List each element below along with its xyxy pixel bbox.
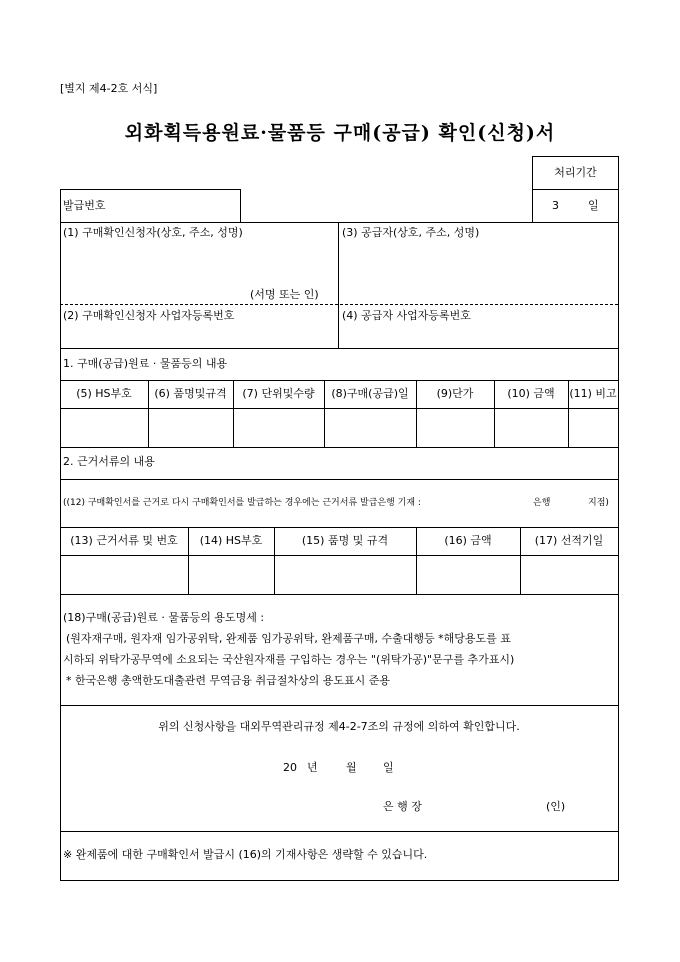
row-line (60, 408, 619, 409)
applicant-label: (1) 구매확인신청자(상호, 주소, 성명) (63, 226, 243, 239)
processing-days-unit: 일 (588, 199, 599, 212)
applicant-signature: (서명 또는 인) (250, 288, 319, 301)
row-line (60, 555, 619, 556)
col-basis-doc: (13) 근거서류 및 번호 (70, 534, 178, 547)
supplier-label: (3) 공급자(상호, 주소, 성명) (342, 226, 480, 239)
usage-line-1: (원자재구매, 원자재 임가공위탁, 완제품 임가공위탁, 완제품구매, 수출대행등 *해당용도를 표 (66, 632, 511, 645)
applicant-supplier-divider (338, 222, 339, 348)
seal-mark: (인) (546, 800, 566, 813)
date-month-unit: 월 (346, 761, 357, 774)
form-title: 외화획득용원료·물품등 구매(공급) 확인(신청)서 (124, 122, 556, 144)
processing-box-top (532, 156, 618, 157)
row-line (60, 479, 619, 480)
date-year: 20 (283, 761, 297, 774)
footnote: ※ 완제품에 대한 구매확인서 발급시 (16)의 기재사항은 생략할 수 있습니다. (63, 848, 428, 861)
bank-manager-label: 은 행 장 (383, 800, 422, 813)
col-remarks: (11) 비고 (569, 387, 617, 400)
col-unit-price: (9)단가 (436, 387, 474, 400)
row-line (60, 527, 619, 528)
row-line (60, 594, 619, 595)
row-line (60, 348, 619, 349)
row-line (60, 222, 619, 223)
frame-bottom (60, 880, 619, 881)
issue-number-label: 발급번호 (63, 199, 106, 212)
col-shipping-date: (17) 선적기일 (534, 534, 604, 547)
issue-box-top (60, 189, 240, 190)
processing-box-divider (532, 189, 618, 190)
date-day-unit: 일 (383, 761, 394, 774)
applicant-reg-label: (2) 구매확인신청자 사업자등록번호 (63, 309, 235, 322)
usage-line-3: * 한국은행 총액한도대출관련 무역금융 취급절차상의 용도표시 준용 (66, 674, 391, 687)
usage-title: (18)구매(공급)원료 · 물품등의 용도명세 : (63, 611, 265, 624)
dashed-divider (60, 304, 618, 305)
issue-box-right (240, 189, 241, 222)
section2-title: 2. 근거서류의 내용 (63, 455, 155, 468)
supplier-reg-label: (4) 공급자 사업자등록번호 (342, 309, 471, 322)
processing-days: 3 (552, 199, 559, 212)
row-line (60, 831, 619, 832)
date-year-unit: 년 (307, 761, 318, 774)
basis-doc-note: ((12) 구매확인서를 근거로 다시 구매확인서를 발급하는 경우에는 근거서류 발급은행 기재 : (63, 498, 421, 508)
col-amount: (10) 금액 (507, 387, 555, 400)
basis-doc-branch: 지점) (588, 498, 609, 508)
row-line (60, 380, 619, 381)
confirmation-text: 위의 신청사항을 대외무역관리규정 제4-2-7조의 규정에 의하여 확인합니다. (158, 720, 520, 733)
col-hs-code: (5) HS부호 (76, 387, 132, 400)
col-item-spec: (6) 품명및규격 (154, 387, 227, 400)
col-unit-qty: (7) 단위및수량 (242, 387, 315, 400)
row-line (60, 705, 619, 706)
col-purchase-date: (8)구매(공급)일 (331, 387, 409, 400)
processing-period-label: 처리기간 (554, 166, 597, 179)
usage-line-2: 시하되 위탁가공무역에 소요되는 국산원자재를 구입하는 경우는 "(위탁가공)"문구를 추가표시) (63, 653, 515, 666)
form-number-label: [별지 제4-2호 서식] (60, 82, 158, 95)
section1-title: 1. 구매(공급)원료 · 물품등의 내용 (63, 357, 228, 370)
row-line (60, 447, 619, 448)
col-hs-code-2: (14) HS부호 (199, 534, 263, 547)
basis-doc-bank: 은행 (533, 498, 551, 508)
col-item-spec-2: (15) 품명 및 규격 (301, 534, 389, 547)
col-amount-2: (16) 금액 (444, 534, 492, 547)
frame-right (618, 156, 619, 880)
